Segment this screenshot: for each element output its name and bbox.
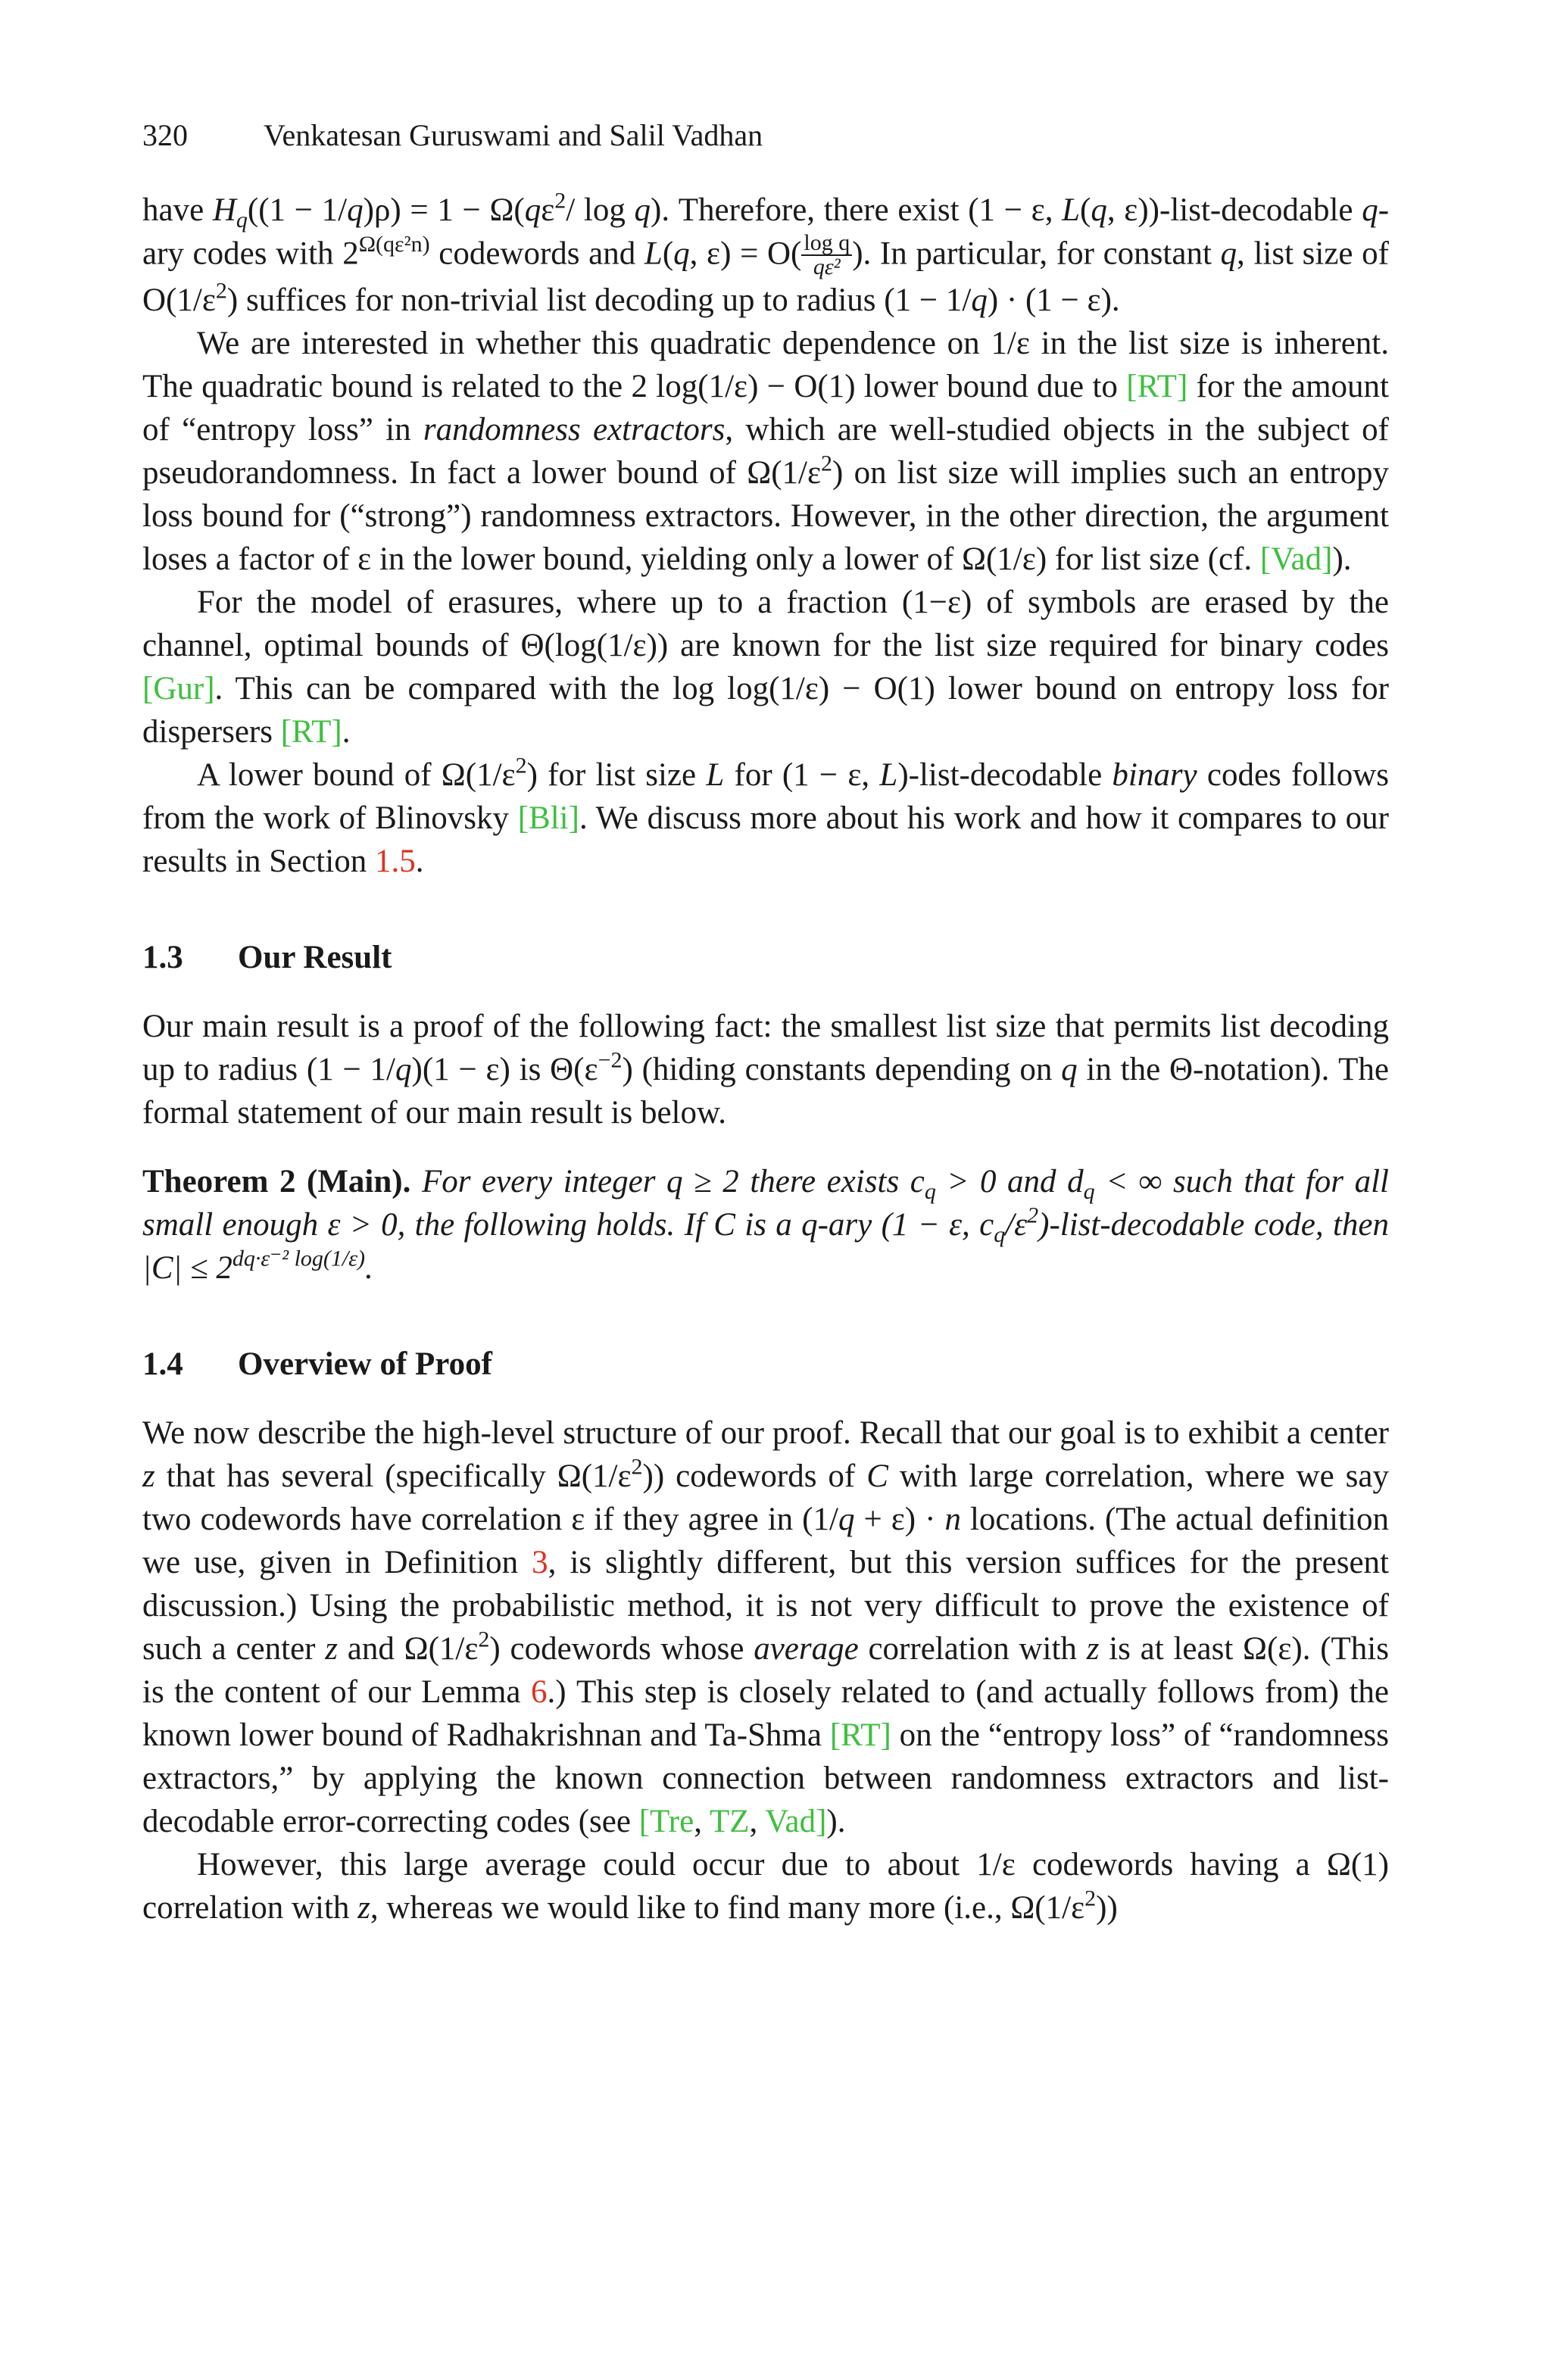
citation-rt[interactable]: [RT]	[829, 1717, 891, 1753]
citation-vad[interactable]: [Vad]	[1259, 541, 1333, 577]
exponent: Ω(qε²n)	[358, 232, 430, 257]
definition-ref-3[interactable]: 3	[532, 1545, 548, 1580]
paragraph-2: We are interested in whether this quadratic dependence on 1/ε in the list size is inherent. The quadratic bound is related to the 2 log(1/ε) − O(1) lower bound due to [RT] for the amount of “entropy loss” in randomness extractors, which are well-studied objects in the subject of pseudorandomness. In fact a lower bound of $\Omega(1/\varepsilon^2)$ on list size will implies such an entropy loss bound for (“strong”) randomness extractors. However, in the other direction, the argument loses a factor of ε in the lower bound, yielding only a lower of Ω(1/ε) for list size (cf. [Vad]).	[142, 326, 1389, 577]
fraction: $\frac{\text{log q}}{\text{qε²}}$	[801, 232, 852, 279]
section-heading-1-3: 1.3 Our Result	[142, 940, 392, 975]
citation-gur[interactable]: [Gur]	[142, 671, 215, 707]
section-ref-1-5[interactable]: 1.5	[374, 844, 416, 879]
paragraph-1: have $H_q((1 - 1/q)\rho) = 1 - \Omega(q\varepsilon^2/$ log q). Therefore, there exist (1 − ε, L(q, ε))-list-decodable q-ary codes with $2^{\Omega(q\varepsilon^2n)}$ codewords and L(q, ε) = O( $\frac{\text{log q}}{\text{qε²}}$ ). In particular, for constant q, list size of $O(1/\varepsilon^2)$ suffices for non-trivial list decoding up to radius (1 − 1/q) · (1 − ε).	[142, 188, 1390, 318]
citation-bli[interactable]: [Bli]	[517, 800, 579, 836]
theorem-heading: Theorem 2 (Main).	[142, 1164, 411, 1199]
exponent: dq·ε⁻² log(1/ε)	[232, 1246, 366, 1271]
paragraph-7: However, this large average could occur due to about 1/ε codewords having a Ω(1) correlation with z, whereas we would like to find many more (i.e., $\Omega(1/\varepsilon^2)$)	[142, 1847, 1389, 1926]
citation-tre[interactable]: [Tre	[638, 1804, 694, 1839]
section-heading-1-4: 1.4 Overview of Proof	[142, 1346, 492, 1382]
paragraph-4: A lower bound of $\Omega(1/\varepsilon^2)$ for list size L for (1 − ε, L)-list-decodable binary codes follows from the work of Blinovsky [Bli]. We discuss more about his work and how it compares to our results in Section 1.5.	[142, 753, 1390, 879]
citation-tz[interactable]: TZ	[709, 1804, 750, 1839]
paper-page	[142, 114, 1389, 1929]
citation-rt[interactable]: [RT]	[280, 714, 342, 750]
running-header	[142, 114, 1389, 157]
paragraph-6: We now describe the high-level structure of our proof. Recall that our goal is to exhibit a center z that has several (specifically $\Omega(1/\varepsilon^2)$) codewords of C with large correlation, where we say two codewords have correlation ε if they agree in (1/q + ε) · n locations. (The actual definition we use, given in Definition 3, is slightly different, but this version suffices for the present discussion.) Using the probabilistic method, it is not very difficult to prove the existence of such a center z and $\Omega(1/\varepsilon^2)$ codewords whose average correlation with z is at least Ω(ε). (This is the content of our Lemma 6.) This step is closely related to (and actually follows from) the known lower bound of Radhakrishnan and Ta-Shma [RT] on the “entropy loss” of “randomness extractors,” by applying the known connection between randomness extractors and list-decodable error-correcting codes (see [Tre, TZ, Vad]).	[142, 1415, 1390, 1839]
page-number: 320	[142, 118, 188, 152]
citation-rt[interactable]: [RT]	[1126, 369, 1188, 404]
running-authors: Venkatesan Guruswami and Salil Vadhan	[264, 118, 763, 152]
paragraph-5: Our main result is a proof of the following fact: the smallest list size that permits list decoding up to radius (1 − 1/q)(1 − ε) is $\Theta(\varepsilon^{-2})$ (hiding constants depending on q in the Θ-notation). The formal statement of our main result is below.	[142, 1009, 1389, 1131]
lemma-ref-6[interactable]: 6	[530, 1674, 548, 1710]
citation-vad[interactable]: Vad]	[765, 1804, 827, 1839]
paragraph-3: For the model of erasures, where up to a fraction (1−ε) of symbols are erased by the channel, optimal bounds of Θ(log(1/ε)) are known for the list size required for binary codes [Gur]. This can be compared with the log log(1/ε) − O(1) lower bound on entropy loss for dispersers [RT].	[142, 585, 1389, 750]
theorem-2: Theorem 2 (Main). For every integer q ≥ 2 there exists $c_q > 0$ and $d_q$ < ∞ such that for all small enough ε > 0, the following holds. If C is a q-ary (1 − ε, $c_q/\varepsilon^2)-list$-decodable code, then $|C| \le 2^{dq\cdot\varepsilon^{-2} log(1/\varepsilon)}$.	[142, 1164, 1389, 1286]
